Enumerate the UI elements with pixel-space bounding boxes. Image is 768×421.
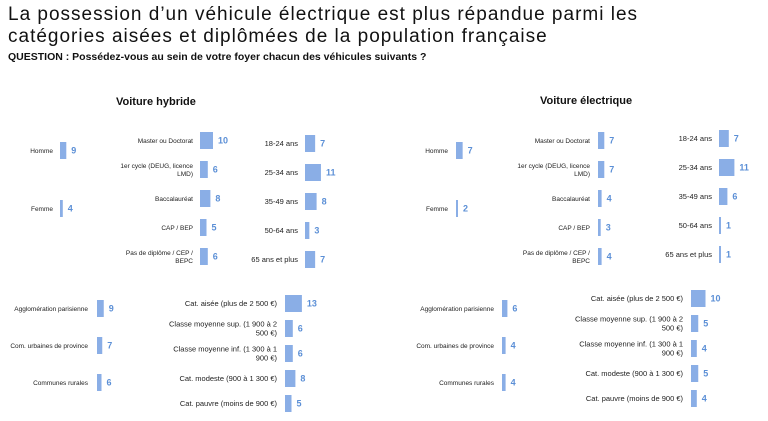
value-label-sexe-1: 4: [67, 203, 73, 214]
bar-revenu-2: [691, 340, 697, 357]
category-label-diplome-3: CAP / BEP: [558, 225, 590, 232]
value-label-diplome-2: 4: [606, 193, 612, 204]
category-label-age-2: 35-49 ans: [264, 197, 298, 206]
panel-1: [416, 130, 749, 407]
value-label-revenu-0: 13: [306, 298, 317, 309]
bar-age-2: [305, 193, 317, 210]
category-label-sexe-0: Homme: [30, 148, 53, 155]
bar-diplome-0: [200, 132, 213, 149]
bar-revenu-4: [285, 395, 292, 412]
value-label-diplome-0: 10: [218, 135, 229, 146]
bar-diplome-3: [200, 219, 207, 236]
bar-revenu-1: [285, 320, 293, 337]
value-label-diplome-2: 8: [215, 193, 221, 204]
bar-age-3: [305, 222, 309, 239]
category-label-agglo-2: Communes rurales: [33, 380, 88, 387]
category-label-age-4: 65 ans et plus: [665, 250, 712, 259]
bar-sexe-0: [456, 142, 463, 159]
category-label-sexe-0: Homme: [425, 148, 448, 155]
bar-diplome-4: [598, 248, 602, 265]
category-label-revenu-1: Classe moyenne sup. (1 900 à 2 500 €): [169, 319, 277, 338]
bar-age-2: [719, 188, 727, 205]
category-label-age-0: 18-24 ans: [678, 134, 712, 143]
bar-sexe-1: [456, 200, 458, 217]
category-label-sexe-1: Femme: [425, 206, 448, 213]
bar-revenu-3: [285, 370, 295, 387]
value-label-age-1: 11: [325, 167, 336, 178]
bar-age-1: [305, 164, 321, 181]
value-label-revenu-1: 5: [703, 318, 709, 329]
category-label-diplome-4: Pas de diplôme / CEP / BEPC: [522, 250, 590, 265]
value-label-diplome-1: 6: [212, 164, 218, 175]
bar-revenu-4: [691, 390, 697, 407]
value-label-revenu-2: 6: [297, 348, 303, 359]
value-label-diplome-3: 3: [605, 222, 611, 233]
value-label-sexe-0: 9: [71, 145, 77, 156]
category-label-age-3: 50-64 ans: [264, 226, 298, 235]
bar-revenu-0: [691, 290, 706, 307]
bar-age-4: [305, 251, 315, 268]
bar-diplome-4: [200, 248, 208, 265]
bar-diplome-3: [598, 219, 601, 236]
category-label-age-0: 18-24 ans: [264, 139, 298, 148]
category-label-revenu-4: Cat. pauvre (moins de 900 €): [585, 394, 683, 403]
value-label-revenu-1: 6: [297, 323, 303, 334]
category-label-age-3: 50-64 ans: [678, 221, 712, 230]
bar-sexe-0: [60, 142, 66, 159]
title-line-1: La possession d’un véhicule électrique est plus répandue parmi les: [8, 4, 639, 25]
bar-age-0: [305, 135, 315, 152]
bar-agglo-1: [97, 337, 102, 354]
bar-agglo-0: [97, 300, 104, 317]
value-label-diplome-1: 7: [609, 164, 615, 175]
value-label-age-0: 7: [320, 138, 326, 149]
bar-diplome-1: [200, 161, 208, 178]
bar-diplome-0: [598, 132, 604, 149]
bar-revenu-1: [691, 315, 698, 332]
value-label-sexe-0: 7: [467, 145, 473, 156]
bar-revenu-3: [691, 365, 698, 382]
category-label-age-1: 25-34 ans: [678, 163, 712, 172]
value-label-agglo-0: 6: [512, 303, 518, 314]
value-label-revenu-4: 5: [296, 398, 302, 409]
value-label-diplome-4: 4: [606, 251, 612, 262]
category-label-revenu-0: Cat. aisée (plus de 2 500 €): [590, 294, 683, 303]
value-label-revenu-3: 5: [703, 368, 709, 379]
bar-age-4: [719, 246, 721, 263]
category-label-age-4: 65 ans et plus: [251, 255, 298, 264]
value-label-age-1: 11: [739, 162, 749, 173]
bar-age-3: [719, 217, 721, 234]
value-label-diplome-0: 7: [609, 135, 615, 146]
bar-age-0: [719, 130, 729, 147]
category-label-age-1: 25-34 ans: [264, 168, 298, 177]
category-label-agglo-1: Com. urbaines de province: [10, 343, 88, 350]
bar-sexe-1: [60, 200, 63, 217]
value-label-age-2: 6: [732, 191, 738, 202]
value-label-age-4: 7: [320, 254, 326, 265]
category-label-age-2: 35-49 ans: [678, 192, 712, 201]
bar-diplome-2: [598, 190, 602, 207]
value-label-revenu-3: 8: [300, 373, 306, 384]
value-label-agglo-2: 4: [510, 377, 516, 388]
value-label-age-2: 8: [321, 196, 327, 207]
bar-agglo-1: [502, 337, 506, 354]
category-label-diplome-2: Baccalauréat: [155, 196, 193, 203]
category-label-diplome-0: Master ou Doctorat: [137, 138, 193, 145]
category-label-diplome-1: 1er cycle (DEUG, licence LMD): [120, 163, 193, 178]
category-label-revenu-1: Classe moyenne sup. (1 900 à 2 500 €): [575, 314, 683, 333]
category-label-revenu-2: Classe moyenne inf. (1 300 à 1 900 €): [579, 339, 683, 358]
value-label-agglo-0: 9: [108, 303, 114, 314]
panel-0: [10, 132, 335, 412]
panel-title-hybride: Voiture hybride: [116, 96, 196, 108]
category-label-diplome-4: Pas de diplôme / CEP / BEPC: [125, 250, 193, 265]
bar-revenu-0: [285, 295, 302, 312]
value-label-diplome-3: 5: [211, 222, 217, 233]
category-label-revenu-4: Cat. pauvre (moins de 900 €): [179, 399, 277, 408]
value-label-revenu-0: 10: [710, 293, 721, 304]
category-label-sexe-1: Femme: [30, 206, 53, 213]
panel-title-electrique: Voiture électrique: [540, 95, 633, 107]
bar-agglo-0: [502, 300, 507, 317]
category-label-diplome-3: CAP / BEP: [161, 225, 193, 232]
value-label-agglo-2: 6: [106, 377, 112, 388]
value-label-age-3: 3: [314, 225, 320, 236]
bar-diplome-2: [200, 190, 210, 207]
value-label-agglo-1: 7: [107, 340, 113, 351]
category-label-agglo-2: Communes rurales: [439, 380, 494, 387]
bar-age-1: [719, 159, 734, 176]
bar-diplome-1: [598, 161, 604, 178]
category-label-revenu-0: Cat. aisée (plus de 2 500 €): [184, 299, 277, 308]
category-label-diplome-0: Master ou Doctorat: [534, 138, 590, 145]
category-label-diplome-1: 1er cycle (DEUG, licence LMD): [517, 163, 590, 178]
value-label-revenu-2: 4: [701, 343, 707, 354]
question-text: QUESTION : Possédez-vous au sein de votre foyer chacun des véhicules suivants ?: [8, 51, 427, 63]
category-label-revenu-3: Cat. modeste (900 à 1 300 €): [585, 369, 683, 378]
title-line-2: catégories aisées et diplômées de la population française: [8, 26, 548, 47]
value-label-diplome-4: 6: [212, 251, 218, 262]
category-label-revenu-3: Cat. modeste (900 à 1 300 €): [179, 374, 277, 383]
category-label-agglo-0: Agglomération parisienne: [420, 306, 494, 313]
value-label-agglo-1: 4: [510, 340, 516, 351]
bar-agglo-2: [97, 374, 102, 391]
category-label-agglo-1: Com. urbaines de province: [416, 343, 494, 350]
category-label-agglo-0: Agglomération parisienne: [14, 306, 88, 313]
value-label-age-4: 1: [726, 249, 732, 260]
value-label-age-3: 1: [726, 220, 732, 231]
bar-revenu-2: [285, 345, 293, 362]
value-label-revenu-4: 4: [701, 393, 707, 404]
bar-agglo-2: [502, 374, 506, 391]
value-label-age-0: 7: [733, 133, 739, 144]
category-label-diplome-2: Baccalauréat: [552, 196, 590, 203]
value-label-sexe-1: 2: [463, 203, 469, 214]
category-label-revenu-2: Classe moyenne inf. (1 300 à 1 900 €): [173, 344, 277, 363]
